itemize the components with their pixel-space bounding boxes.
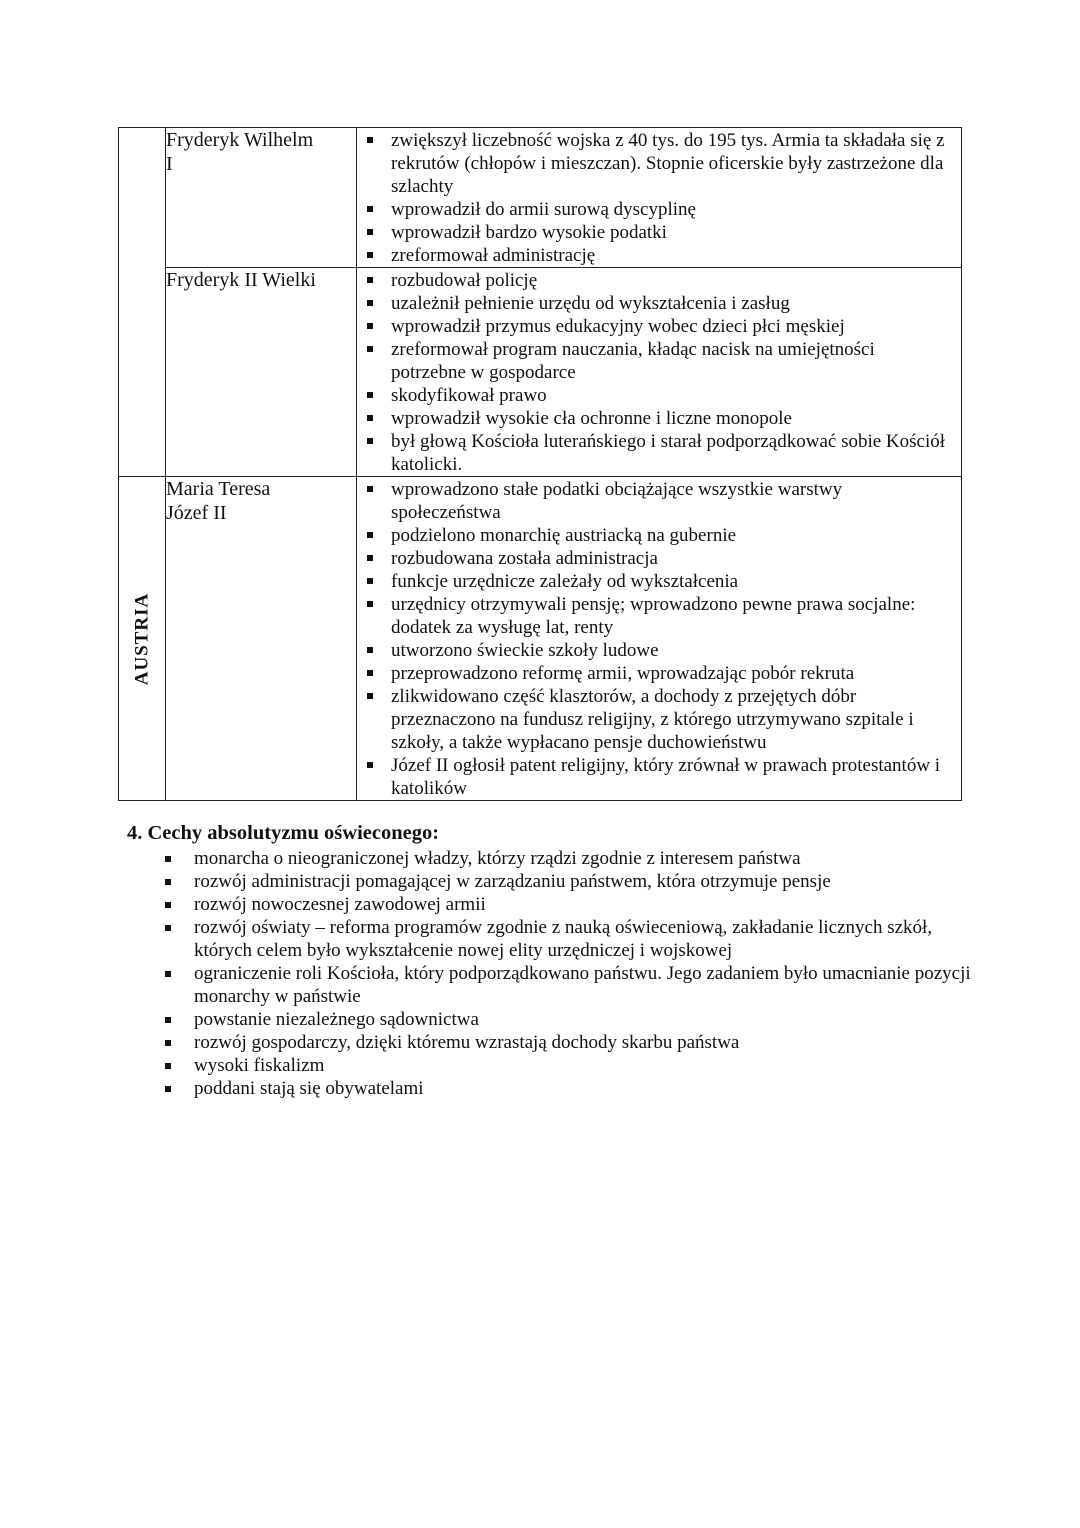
list-item: uzależnił pełnienie urzędu od wykształcenia i zasług — [391, 292, 953, 315]
ruler-name-line: Józef II — [166, 502, 227, 524]
list-item: skodyfikował prawo — [391, 384, 953, 407]
reforms-cell — [357, 128, 962, 268]
list-item: monarcha o nieograniczonej władzy, którzy rządzi zgodnie z interesem państwa — [194, 847, 987, 870]
ruler-name-line: Fryderyk II Wielki — [166, 269, 316, 291]
reforms-cell — [357, 268, 962, 477]
list-item: rozwój oświaty – reforma programów zgodnie z nauką oświeceniową, zakładanie licznych szkół, których celem było wykształcenie nowej elity urzędniczej i wojskowej — [194, 916, 987, 962]
list-item: rozwój administracji pomagającej w zarządzaniu państwem, która otrzymuje pensje — [194, 870, 987, 893]
features-list — [127, 847, 987, 1100]
table-row — [119, 477, 962, 801]
table-row — [119, 268, 962, 477]
list-item: wprowadził wysokie cła ochronne i liczne monopole — [391, 407, 953, 430]
section-heading: 4. Cechy absolutyzmu oświeconego: — [127, 822, 440, 844]
list-item: zwiększył liczebność wojska z 40 tys. do 195 tys. Armia ta składała się z rekrutów (chłopów i mieszczan). Stopnie oficerskie były zastrzeżone dla szlachty — [391, 129, 953, 198]
list-item: wysoki fiskalizm — [194, 1054, 987, 1077]
list-item: wprowadził do armii surową dyscyplinę — [391, 198, 953, 221]
list-item: Józef II ogłosił patent religijny, który zrównał w prawach protestantów i katolików — [391, 754, 953, 800]
reforms-list — [357, 477, 961, 800]
reforms-table — [118, 127, 962, 801]
list-item: rozwój nowoczesnej zawodowej armii — [194, 893, 987, 916]
list-item: wprowadzono stałe podatki obciążające wszystkie warstwy społeczeństwa — [391, 478, 953, 524]
reforms-list — [357, 128, 961, 267]
list-item: funkcje urzędnicze zależały od wykształcenia — [391, 570, 953, 593]
list-item: zlikwidowano część klasztorów, a dochody z przejętych dóbr przeznaczono na fundusz religijny, z którego utrzymywano szpitale i szkoły, a także wypłacano pensje duchowieństwu — [391, 685, 953, 754]
list-item: poddani stają się obywatelami — [194, 1077, 987, 1100]
country-label: AUSTRIA — [131, 592, 153, 685]
ruler-cell — [166, 268, 357, 477]
list-item: urzędnicy otrzymywali pensję; wprowadzono pewne prawa socjalne: dodatek za wysługę lat, renty — [391, 593, 953, 639]
ruler-cell — [166, 477, 357, 801]
list-item: rozbudowana została administracja — [391, 547, 953, 570]
list-item: rozwój gospodarczy, dzięki któremu wzrastają dochody skarbu państwa — [194, 1031, 987, 1054]
features-section — [127, 821, 987, 1100]
list-item: zreformował program nauczania, kładąc nacisk na umiejętności potrzebne w gospodarce — [391, 338, 953, 384]
country-cell-prussia — [119, 128, 166, 477]
table-row — [119, 128, 962, 268]
reforms-list — [357, 268, 961, 476]
country-cell-austria — [119, 477, 166, 801]
list-item: przeprowadzono reformę armii, wprowadzając pobór rekruta — [391, 662, 953, 685]
list-item: utworzono świeckie szkoły ludowe — [391, 639, 953, 662]
list-item: wprowadził przymus edukacyjny wobec dzieci płci męskiej — [391, 315, 953, 338]
list-item: zreformował administrację — [391, 244, 953, 267]
list-item: rozbudował policję — [391, 269, 953, 292]
list-item: podzielono monarchię austriacką na gubernie — [391, 524, 953, 547]
list-item: ograniczenie roli Kościoła, który podporządkowano państwu. Jego zadaniem było umacnianie pozycji monarchy w państwie — [194, 962, 987, 1008]
ruler-name-line: Maria Teresa — [166, 478, 271, 500]
list-item: był głową Kościoła luterańskiego i starał podporządkować sobie Kościół katolicki. — [391, 430, 953, 476]
ruler-name-line: I — [166, 153, 173, 175]
reforms-cell — [357, 477, 962, 801]
ruler-name-line: Fryderyk Wilhelm — [166, 129, 314, 151]
ruler-cell — [166, 128, 357, 268]
list-item: wprowadził bardzo wysokie podatki — [391, 221, 953, 244]
list-item: powstanie niezależnego sądownictwa — [194, 1008, 987, 1031]
